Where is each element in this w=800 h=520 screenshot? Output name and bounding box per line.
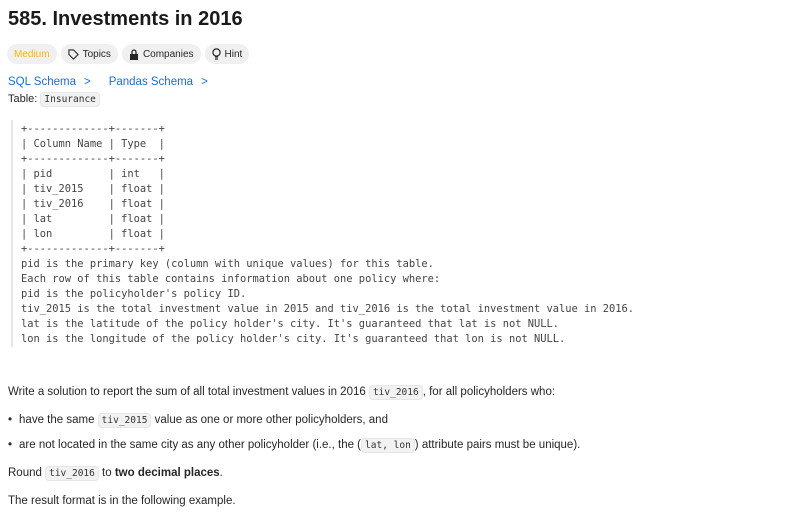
pandas-schema-link[interactable] [109,76,208,88]
result-format-note: The result format is in the following example. [8,495,236,507]
schema-block: +-------------+-------+ | Column Name | Type | +-------------+-------+ | pid | int | | tiv_2015 | float | | tiv_2016 | float | | lat | float | | lon | float | +-------------+-------+ pid is the primary key (column with unique values) for this table. Each row of this table contains information about one policy where: pid is the policyholder's policy ID. tiv_2015 is the total investment value in 2015 and tiv_2016 is the total investment value in 2016. lat is the latitude of the policy holder's city. It's guaranteed that lat is not NULL. lon is the longitude of the policy holder's city. It's guaranteed that lon is not NULL. [11,120,721,347]
bold-text: two decimal places [114,467,220,479]
table-name: Insurance [40,92,99,107]
text: value as one or more other policyholders, and [151,414,388,426]
text: Write a solution to report the sum of all total investment values in 2016 [8,386,369,398]
tag-bar [7,44,249,64]
inline-code: tiv_2016 [45,466,99,481]
list-item [8,439,580,451]
inline-code: lat, lon [361,438,415,453]
text: have the same [19,414,98,426]
text: , for all policyholders who: [422,386,556,398]
topics-label: Topics [82,48,111,60]
description-intro [8,386,555,398]
text: Round [8,467,46,479]
page-title: 585. Investments in 2016 [8,8,243,30]
difficulty-badge: Medium [7,44,57,64]
list-item [8,414,388,426]
topics-button[interactable] [61,44,118,64]
text: are not located in the same city as any other policyholder (i.e., the ( [19,439,362,451]
tag-icon [68,49,79,60]
hint-label: Hint [224,48,243,60]
rounding-note [8,467,223,479]
inline-code: tiv_2015 [98,413,152,428]
sql-schema-link[interactable] [8,76,91,88]
lock-icon [129,49,139,60]
inline-code: tiv_2016 [369,385,423,400]
chevron-right-icon: > [83,76,91,88]
sql-schema-label: SQL Schema [8,76,76,88]
table-label [8,93,100,105]
table-label-text: Table: [8,93,38,105]
lightbulb-icon [212,48,221,60]
text: to [98,467,115,479]
companies-label: Companies [142,48,194,60]
chevron-right-icon: > [201,76,208,88]
text: ) attribute pairs must be unique). [414,439,581,451]
text: . [219,467,223,479]
companies-button[interactable] [122,44,201,64]
hint-button[interactable] [205,44,250,64]
pandas-schema-label: Pandas Schema [108,76,194,88]
